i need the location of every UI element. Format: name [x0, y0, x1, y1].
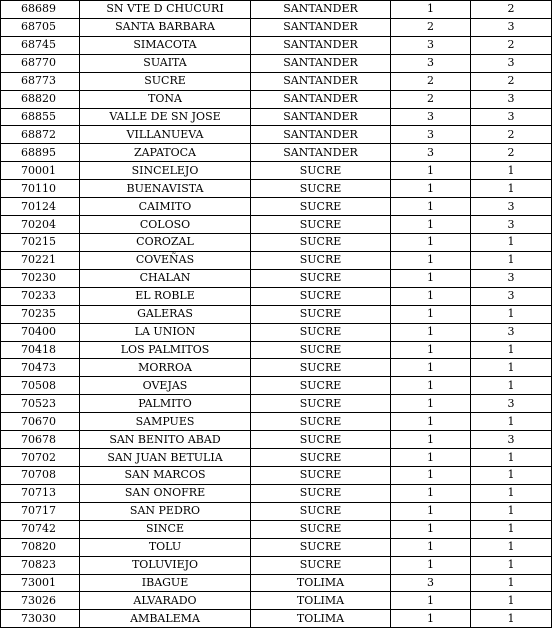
table-row: [1, 287, 552, 305]
department-cell: SUCRE: [251, 502, 391, 520]
value-a-cell: 1: [391, 431, 471, 449]
code-cell: 70204: [1, 216, 80, 234]
value-a-cell: 3: [391, 54, 471, 72]
value-b-cell: 3: [471, 108, 552, 126]
department-cell: SUCRE: [251, 180, 391, 198]
table-row: [1, 323, 552, 341]
code-cell: 70742: [1, 520, 80, 538]
municipality-cell: ALVARADO: [80, 592, 251, 610]
value-b-cell: 3: [471, 216, 552, 234]
code-cell: 70001: [1, 162, 80, 180]
value-a-cell: 2: [391, 72, 471, 90]
value-a-cell: 1: [391, 323, 471, 341]
table-row: [1, 180, 552, 198]
value-a-cell: 1: [391, 502, 471, 520]
municipality-cell: SAMPUES: [80, 413, 251, 431]
table-row: [1, 449, 552, 467]
code-cell: 70473: [1, 359, 80, 377]
department-cell: SUCRE: [251, 431, 391, 449]
value-b-cell: 3: [471, 198, 552, 216]
value-a-cell: 1: [391, 162, 471, 180]
value-b-cell: 1: [471, 162, 552, 180]
value-a-cell: 1: [391, 1, 471, 19]
code-cell: 70523: [1, 395, 80, 413]
table-row: [1, 1, 552, 19]
department-cell: SANTANDER: [251, 126, 391, 144]
code-cell: 73030: [1, 610, 80, 628]
municipality-cell: COVEÑAS: [80, 251, 251, 269]
value-b-cell: 1: [471, 520, 552, 538]
code-cell: 70820: [1, 538, 80, 556]
department-cell: SUCRE: [251, 395, 391, 413]
municipality-cell: SINCELEJO: [80, 162, 251, 180]
value-a-cell: 1: [391, 520, 471, 538]
table-row: [1, 216, 552, 234]
table-row: [1, 251, 552, 269]
table-row: [1, 341, 552, 359]
code-cell: 70702: [1, 449, 80, 467]
value-a-cell: 1: [391, 377, 471, 395]
value-a-cell: 1: [391, 269, 471, 287]
value-b-cell: 1: [471, 233, 552, 251]
value-b-cell: 1: [471, 341, 552, 359]
table-row: [1, 198, 552, 216]
value-b-cell: 1: [471, 592, 552, 610]
value-b-cell: 3: [471, 269, 552, 287]
table-row: [1, 431, 552, 449]
table-row: [1, 520, 552, 538]
value-b-cell: 2: [471, 126, 552, 144]
table-row: [1, 54, 552, 72]
table-row: [1, 108, 552, 126]
department-cell: SANTANDER: [251, 108, 391, 126]
municipality-cell: LOS PALMITOS: [80, 341, 251, 359]
code-cell: 68770: [1, 54, 80, 72]
municipality-cell: SINCE: [80, 520, 251, 538]
code-cell: 68745: [1, 36, 80, 54]
value-a-cell: 1: [391, 359, 471, 377]
code-cell: 73026: [1, 592, 80, 610]
table-row: [1, 36, 552, 54]
municipality-cell: TOLU: [80, 538, 251, 556]
code-cell: 70400: [1, 323, 80, 341]
municipality-cell: SAN ONOFRE: [80, 484, 251, 502]
department-cell: TOLIMA: [251, 574, 391, 592]
municipality-cell: SAN BENITO ABAD: [80, 431, 251, 449]
value-b-cell: 1: [471, 574, 552, 592]
value-a-cell: 3: [391, 108, 471, 126]
value-b-cell: 3: [471, 90, 552, 108]
table-row: [1, 484, 552, 502]
code-cell: 70110: [1, 180, 80, 198]
municipality-cell: AMBALEMA: [80, 610, 251, 628]
department-cell: SANTANDER: [251, 1, 391, 19]
value-b-cell: 2: [471, 1, 552, 19]
department-cell: SUCRE: [251, 269, 391, 287]
department-cell: SUCRE: [251, 216, 391, 234]
value-b-cell: 1: [471, 251, 552, 269]
code-cell: 68872: [1, 126, 80, 144]
value-a-cell: 1: [391, 556, 471, 574]
code-cell: 70508: [1, 377, 80, 395]
value-a-cell: 3: [391, 144, 471, 162]
table-row: [1, 305, 552, 323]
department-cell: TOLIMA: [251, 610, 391, 628]
value-b-cell: 1: [471, 359, 552, 377]
municipality-cell: SIMACOTA: [80, 36, 251, 54]
municipality-cell: GALERAS: [80, 305, 251, 323]
value-a-cell: 1: [391, 287, 471, 305]
code-cell: 68895: [1, 144, 80, 162]
table-row: [1, 18, 552, 36]
code-cell: 70235: [1, 305, 80, 323]
value-a-cell: 1: [391, 449, 471, 467]
department-cell: SANTANDER: [251, 18, 391, 36]
department-cell: SUCRE: [251, 323, 391, 341]
value-b-cell: 2: [471, 72, 552, 90]
code-cell: 68705: [1, 18, 80, 36]
table-row: [1, 359, 552, 377]
municipality-cell: SN VTE D CHUCURI: [80, 1, 251, 19]
value-a-cell: 1: [391, 484, 471, 502]
value-b-cell: 3: [471, 323, 552, 341]
code-cell: 70823: [1, 556, 80, 574]
code-cell: 70418: [1, 341, 80, 359]
table-row: [1, 502, 552, 520]
value-a-cell: 1: [391, 180, 471, 198]
department-cell: SUCRE: [251, 377, 391, 395]
department-cell: SANTANDER: [251, 54, 391, 72]
municipality-cell: VALLE DE SN JOSE: [80, 108, 251, 126]
value-a-cell: 1: [391, 610, 471, 628]
value-a-cell: 1: [391, 251, 471, 269]
table-row: [1, 556, 552, 574]
value-b-cell: 1: [471, 466, 552, 484]
table-row: [1, 413, 552, 431]
value-b-cell: 1: [471, 556, 552, 574]
value-a-cell: 1: [391, 413, 471, 431]
code-cell: 70713: [1, 484, 80, 502]
value-b-cell: 3: [471, 18, 552, 36]
department-cell: SUCRE: [251, 162, 391, 180]
department-cell: SUCRE: [251, 413, 391, 431]
municipality-cell: SANTA BARBARA: [80, 18, 251, 36]
department-cell: SUCRE: [251, 233, 391, 251]
table-row: [1, 592, 552, 610]
department-cell: SANTANDER: [251, 72, 391, 90]
value-a-cell: 1: [391, 198, 471, 216]
department-cell: SUCRE: [251, 466, 391, 484]
department-cell: SUCRE: [251, 449, 391, 467]
department-cell: TOLIMA: [251, 592, 391, 610]
value-a-cell: 1: [391, 216, 471, 234]
value-b-cell: 3: [471, 287, 552, 305]
value-a-cell: 2: [391, 90, 471, 108]
value-b-cell: 1: [471, 377, 552, 395]
department-cell: SANTANDER: [251, 36, 391, 54]
value-a-cell: 1: [391, 341, 471, 359]
municipality-cell: SUCRE: [80, 72, 251, 90]
table-row: [1, 538, 552, 556]
municipality-cell: PALMITO: [80, 395, 251, 413]
code-cell: 70230: [1, 269, 80, 287]
municipality-cell: SAN JUAN BETULIA: [80, 449, 251, 467]
municipality-cell: IBAGUE: [80, 574, 251, 592]
value-a-cell: 2: [391, 18, 471, 36]
department-cell: SUCRE: [251, 520, 391, 538]
value-a-cell: 1: [391, 395, 471, 413]
municipality-cell: SUAITA: [80, 54, 251, 72]
value-a-cell: 1: [391, 305, 471, 323]
code-cell: 70708: [1, 466, 80, 484]
table-row: [1, 610, 552, 628]
value-a-cell: 3: [391, 574, 471, 592]
value-b-cell: 1: [471, 449, 552, 467]
code-cell: 70233: [1, 287, 80, 305]
department-cell: SUCRE: [251, 341, 391, 359]
table-row: [1, 574, 552, 592]
table-row: [1, 144, 552, 162]
table-row: [1, 162, 552, 180]
department-cell: SANTANDER: [251, 144, 391, 162]
code-cell: 70215: [1, 233, 80, 251]
municipality-cell: COROZAL: [80, 233, 251, 251]
municipality-cell: OVEJAS: [80, 377, 251, 395]
value-b-cell: 2: [471, 36, 552, 54]
department-cell: SUCRE: [251, 251, 391, 269]
table-row: [1, 126, 552, 144]
department-cell: SUCRE: [251, 556, 391, 574]
value-b-cell: 1: [471, 538, 552, 556]
value-b-cell: 1: [471, 484, 552, 502]
value-b-cell: 3: [471, 431, 552, 449]
value-b-cell: 1: [471, 413, 552, 431]
department-cell: SUCRE: [251, 484, 391, 502]
municipality-cell: LA UNION: [80, 323, 251, 341]
table-row: [1, 377, 552, 395]
table-body: [1, 1, 552, 628]
municipality-cell: EL ROBLE: [80, 287, 251, 305]
value-a-cell: 1: [391, 538, 471, 556]
value-b-cell: 1: [471, 502, 552, 520]
municipality-cell: ZAPATOCA: [80, 144, 251, 162]
code-cell: 68820: [1, 90, 80, 108]
municipality-cell: MORROA: [80, 359, 251, 377]
department-cell: SUCRE: [251, 198, 391, 216]
value-b-cell: 1: [471, 305, 552, 323]
code-cell: 68855: [1, 108, 80, 126]
code-cell: 70670: [1, 413, 80, 431]
municipality-cell: BUENAVISTA: [80, 180, 251, 198]
department-cell: SUCRE: [251, 305, 391, 323]
municipality-cell: CHALAN: [80, 269, 251, 287]
value-a-cell: 1: [391, 233, 471, 251]
code-cell: 68689: [1, 1, 80, 19]
code-cell: 70221: [1, 251, 80, 269]
department-cell: SANTANDER: [251, 90, 391, 108]
code-cell: 70678: [1, 431, 80, 449]
value-b-cell: 1: [471, 610, 552, 628]
municipality-cell: COLOSO: [80, 216, 251, 234]
table-row: [1, 466, 552, 484]
municipality-cell: TOLUVIEJO: [80, 556, 251, 574]
table-row: [1, 269, 552, 287]
department-cell: SUCRE: [251, 359, 391, 377]
table-row: [1, 395, 552, 413]
value-b-cell: 2: [471, 144, 552, 162]
municipality-cell: SAN PEDRO: [80, 502, 251, 520]
value-b-cell: 3: [471, 395, 552, 413]
value-b-cell: 1: [471, 180, 552, 198]
value-a-cell: 1: [391, 592, 471, 610]
municipality-cell: VILLANUEVA: [80, 126, 251, 144]
value-a-cell: 3: [391, 36, 471, 54]
municipality-cell: CAIMITO: [80, 198, 251, 216]
code-cell: 70717: [1, 502, 80, 520]
table-row: [1, 72, 552, 90]
department-cell: SUCRE: [251, 538, 391, 556]
value-b-cell: 3: [471, 54, 552, 72]
department-cell: SUCRE: [251, 287, 391, 305]
code-cell: 68773: [1, 72, 80, 90]
municipality-cell: SAN MARCOS: [80, 466, 251, 484]
value-a-cell: 3: [391, 126, 471, 144]
municipality-cell: TONA: [80, 90, 251, 108]
table-row: [1, 233, 552, 251]
code-cell: 73001: [1, 574, 80, 592]
code-cell: 70124: [1, 198, 80, 216]
value-a-cell: 1: [391, 466, 471, 484]
table-row: [1, 90, 552, 108]
